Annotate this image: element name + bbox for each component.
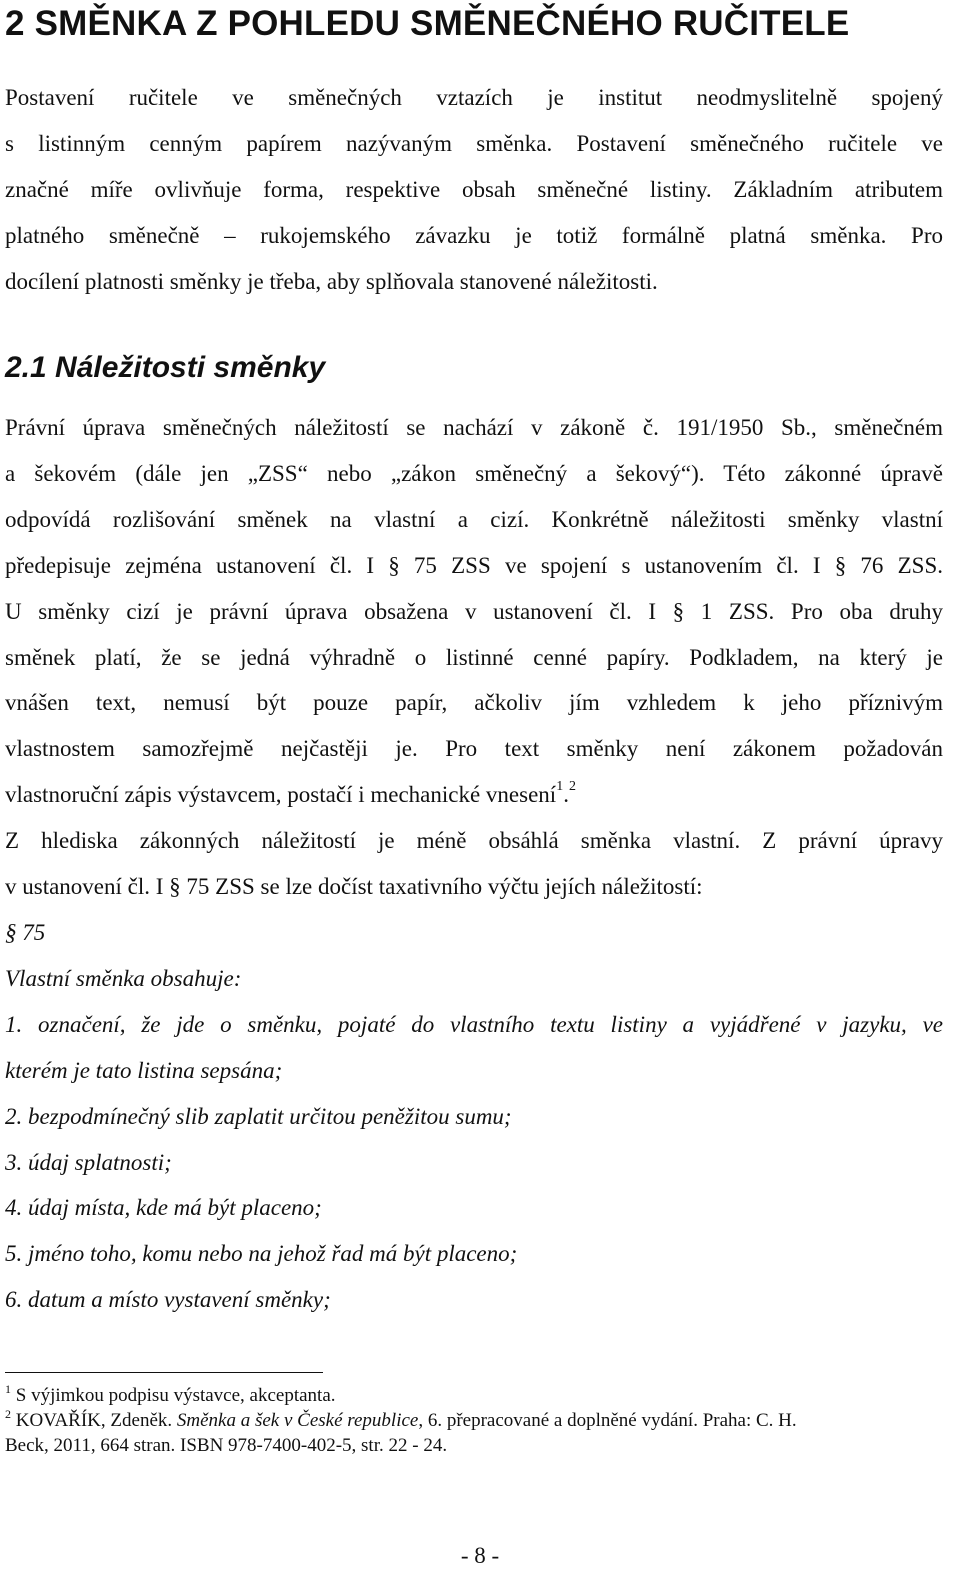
body-line: Právní úprava směnečných náležitostí se nachází v zákoně č. 191/1950 Sb., směnečném [5,415,943,440]
intro-line: značné míře ovlivňuje forma, respektive obsah směnečné listiny. Základním atributem [5,176,943,202]
statute-item: 3. údaj splatnosti; [5,1149,172,1175]
page-number: - 8 - [460,1543,500,1568]
statute-quote [5,910,943,1323]
footnote-number: 1 [5,1382,11,1396]
footnote-divider [5,1372,323,1373]
body-line: směnek platí, že se jedná výhradně o listinné cenné papíry. Podkladem, na který je [5,644,943,670]
statute-item: 1. označení, že jde o směnku, pojaté do vlastního textu listiny a vyjádřené v jazyku, ve [5,1011,943,1037]
footnote-book-title: Směnka a šek v České republice [176,1410,419,1431]
body-line: vnášen text, nemusí být pouze papír, ačkoliv jím vzhledem k jeho příznivým [5,690,943,716]
body-last-text: vlastnoruční zápis výstavcem, postačí i mechanické vnesení [5,782,557,808]
statute-subheading: Vlastní směnka obsahuje: [5,965,242,991]
intro-line: s listinným cenným papírem nazývaným směnka. Postavení směnečného ručitele ve [5,130,943,156]
requirements-line: v ustanovení čl. I § 75 ZSS se lze dočíst taxativního výčtu jejích náležitostí: [5,873,703,899]
footnotes [5,1383,943,1458]
requirements-line: Z hlediska zákonných náležitostí je méně obsáhlá směnka vlastní. Z právní úpravy [5,828,943,853]
body-line: odpovídá rozlišování směnek na vlastní a cizí. Konkrétně náležitosti směnky vlastní [5,506,943,532]
footnote-ref-2[interactable]: 2 [568,779,576,795]
body-line [5,772,943,818]
body-line: předepisuje zejména ustanovení čl. I § 75 ZSS ve spojení s ustanovením čl. I § 76 ZSS. [5,552,943,578]
body-line: vlastnostem samozřejmě nejčastěji je. Pro text směnky není zákonem požadován [5,736,943,762]
body-line: U směnky cizí je právní úprava obsažena v ustanovení čl. I § 1 ZSS. Pro oba druhy [5,598,943,624]
statute-item: 4. údaj místa, kde má být placeno; [5,1195,322,1221]
statute-heading: § 75 [5,920,46,945]
footnote-2 [5,1408,943,1433]
footnote-ref-separator: . [563,782,569,808]
footnote-2-continued: Beck, 2011, 664 stran. ISBN 978-7400-402-5, str. 22 - 24. [5,1435,448,1456]
section-title: 2.1 Náležitosti směnky [5,351,326,384]
chapter-title: 2 SMĚNKA Z POHLEDU SMĚNEČNÉHO RUČITELE [5,4,850,43]
statute-item: kterém je tato listina sepsána; [5,1057,283,1083]
intro-paragraph [5,75,943,305]
footnote-text: S výjimkou podpisu výstavce, akceptanta. [15,1385,336,1406]
body-line: a šekovém (dále jen „ZSS“ nebo „zákon směnečný a šekový“). Této zákonné úpravě [5,460,943,486]
body-paragraph [5,405,943,818]
intro-line: Postavení ručitele ve směnečných vztazích je institut neodmyslitelně spojený [5,85,943,110]
statute-item: 2. bezpodmínečný slib zaplatit určitou peněžitou sumu; [5,1103,512,1129]
intro-line: docílení platnosti směnky je třeba, aby splňovala stanovené náležitosti. [5,268,658,294]
statute-item: 5. jméno toho, komu nebo na jehož řad má být placeno; [5,1241,518,1267]
requirements-paragraph [5,818,943,910]
footnote-text: , 6. přepracované a doplněné vydání. Praha: C. H. [418,1410,797,1431]
footnote-ref-1[interactable]: 1 [556,779,564,795]
intro-line: platného směnečně – rukojemského závazku je totiž formálně platná směnka. Pro [5,222,943,248]
footnote-author: KOVAŘÍK, Zdeněk. [15,1410,177,1431]
footnote-1 [5,1383,943,1408]
statute-item: 6. datum a místo vystavení směnky; [5,1287,331,1313]
footnote-number: 2 [5,1407,11,1421]
